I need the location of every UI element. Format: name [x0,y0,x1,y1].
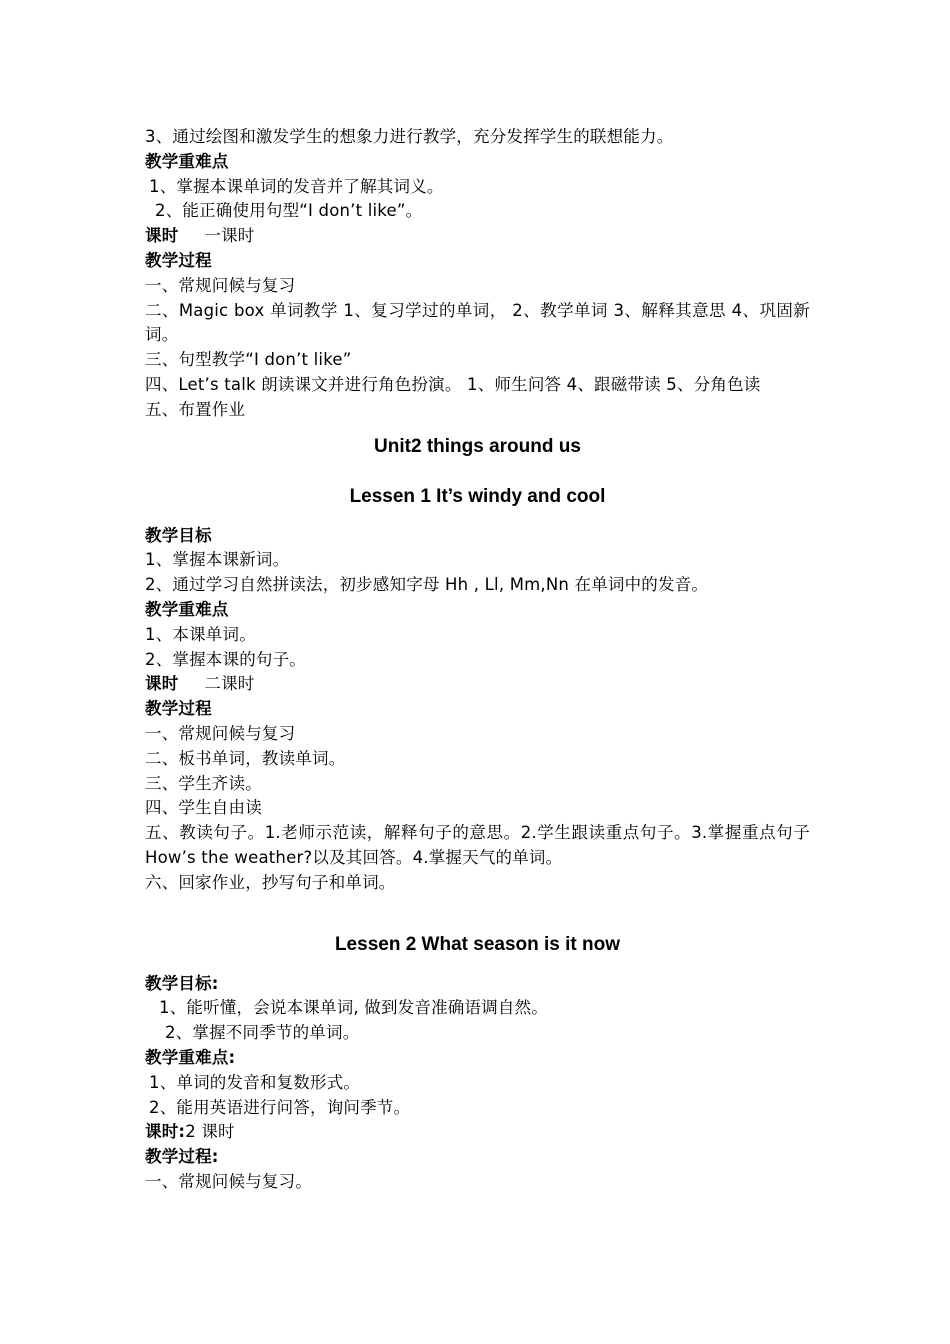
key-points-heading: 教学重难点 [145,599,229,619]
period-line [145,224,810,249]
key-points-heading: 教学重难点 [145,151,229,171]
unit-title: Unit2 things around us [374,435,581,457]
process-step: 四、Let’s talk 朗读课文并进行角色扮演。 1、师生问答 4、跟磁带读 5、分角色读 [145,374,761,394]
process-step: 一、常规问候与复习 [145,275,296,295]
process-step: 三、学生齐读。 [145,773,262,793]
process-step: 五、教读句子。1.老师示范读，解释句子的意思。2.学生跟读重点句子。3.掌握重点句子 How’s the weather?以及其回答。4.掌握天气的单词。 [145,823,810,867]
process-step: 四、学生自由读 [145,798,262,818]
process-step: 二、Magic box 单词教学 1、复习学过的单词， 2、教学单词 3、解释其意思 4、巩固新词。 [145,300,810,345]
key-point-1: 1、单词的发音和复数形式。 [149,1072,361,1092]
period-label: 课时 [145,674,179,694]
process-step: 一、常规问候与复习。 [145,1171,312,1191]
process-heading: 教学过程: [145,1147,219,1167]
process-step: 二、板书单词，教读单词。 [145,748,346,768]
document-body [145,125,810,1195]
process-step: 五、布置作业 [145,399,246,419]
period-value: 2 课时 [185,1122,235,1142]
period-label: 课时: [145,1122,186,1142]
objective-1: 1、能听懂，会说本课单词, 做到发音准确语调自然。 [159,998,548,1018]
period-value: 一课时 [204,226,255,246]
period-line [145,672,810,697]
objective-3: 3、通过绘图和激发学生的想象力进行教学，充分发挥学生的联想能力。 [145,127,674,146]
objective-1: 1、掌握本课新词。 [145,550,290,570]
key-point-2: 2、掌握本课的句子。 [145,649,306,669]
objective-2: 2、掌握不同季节的单词。 [165,1023,360,1043]
process-heading: 教学过程 [145,699,212,719]
key-points-heading: 教学重难点: [145,1047,236,1067]
key-point-2: 2、能用英语进行问答，询问季节。 [149,1097,411,1117]
objectives-heading: 教学目标: [145,973,219,993]
period-label: 课时 [145,226,179,246]
period-line [145,1120,810,1145]
lesson-1-title: Lessen 1 It’s windy and cool [349,485,606,507]
key-point-1: 1、本课单词。 [145,624,256,644]
objective-2: 2、通过学习自然拼读法，初步感知字母 Hh , Ll, Mm,Nn 在单词中的发音。 [145,575,709,595]
lesson-2-title: Lessen 2 What season is it now [334,933,621,955]
process-step: 六、回家作业，抄写句子和单词。 [145,872,396,892]
process-step: 三、句型教学“I don’t like” [145,350,352,370]
period-value: 二课时 [204,674,255,694]
process-step: 一、常规问候与复习 [145,723,296,743]
objectives-heading: 教学目标 [145,525,212,545]
process-heading: 教学过程 [145,250,212,270]
key-point-2: 2、能正确使用句型“I don’t like”。 [155,201,423,221]
key-point-1: 1、掌握本课单词的发音并了解其词义。 [149,176,444,196]
